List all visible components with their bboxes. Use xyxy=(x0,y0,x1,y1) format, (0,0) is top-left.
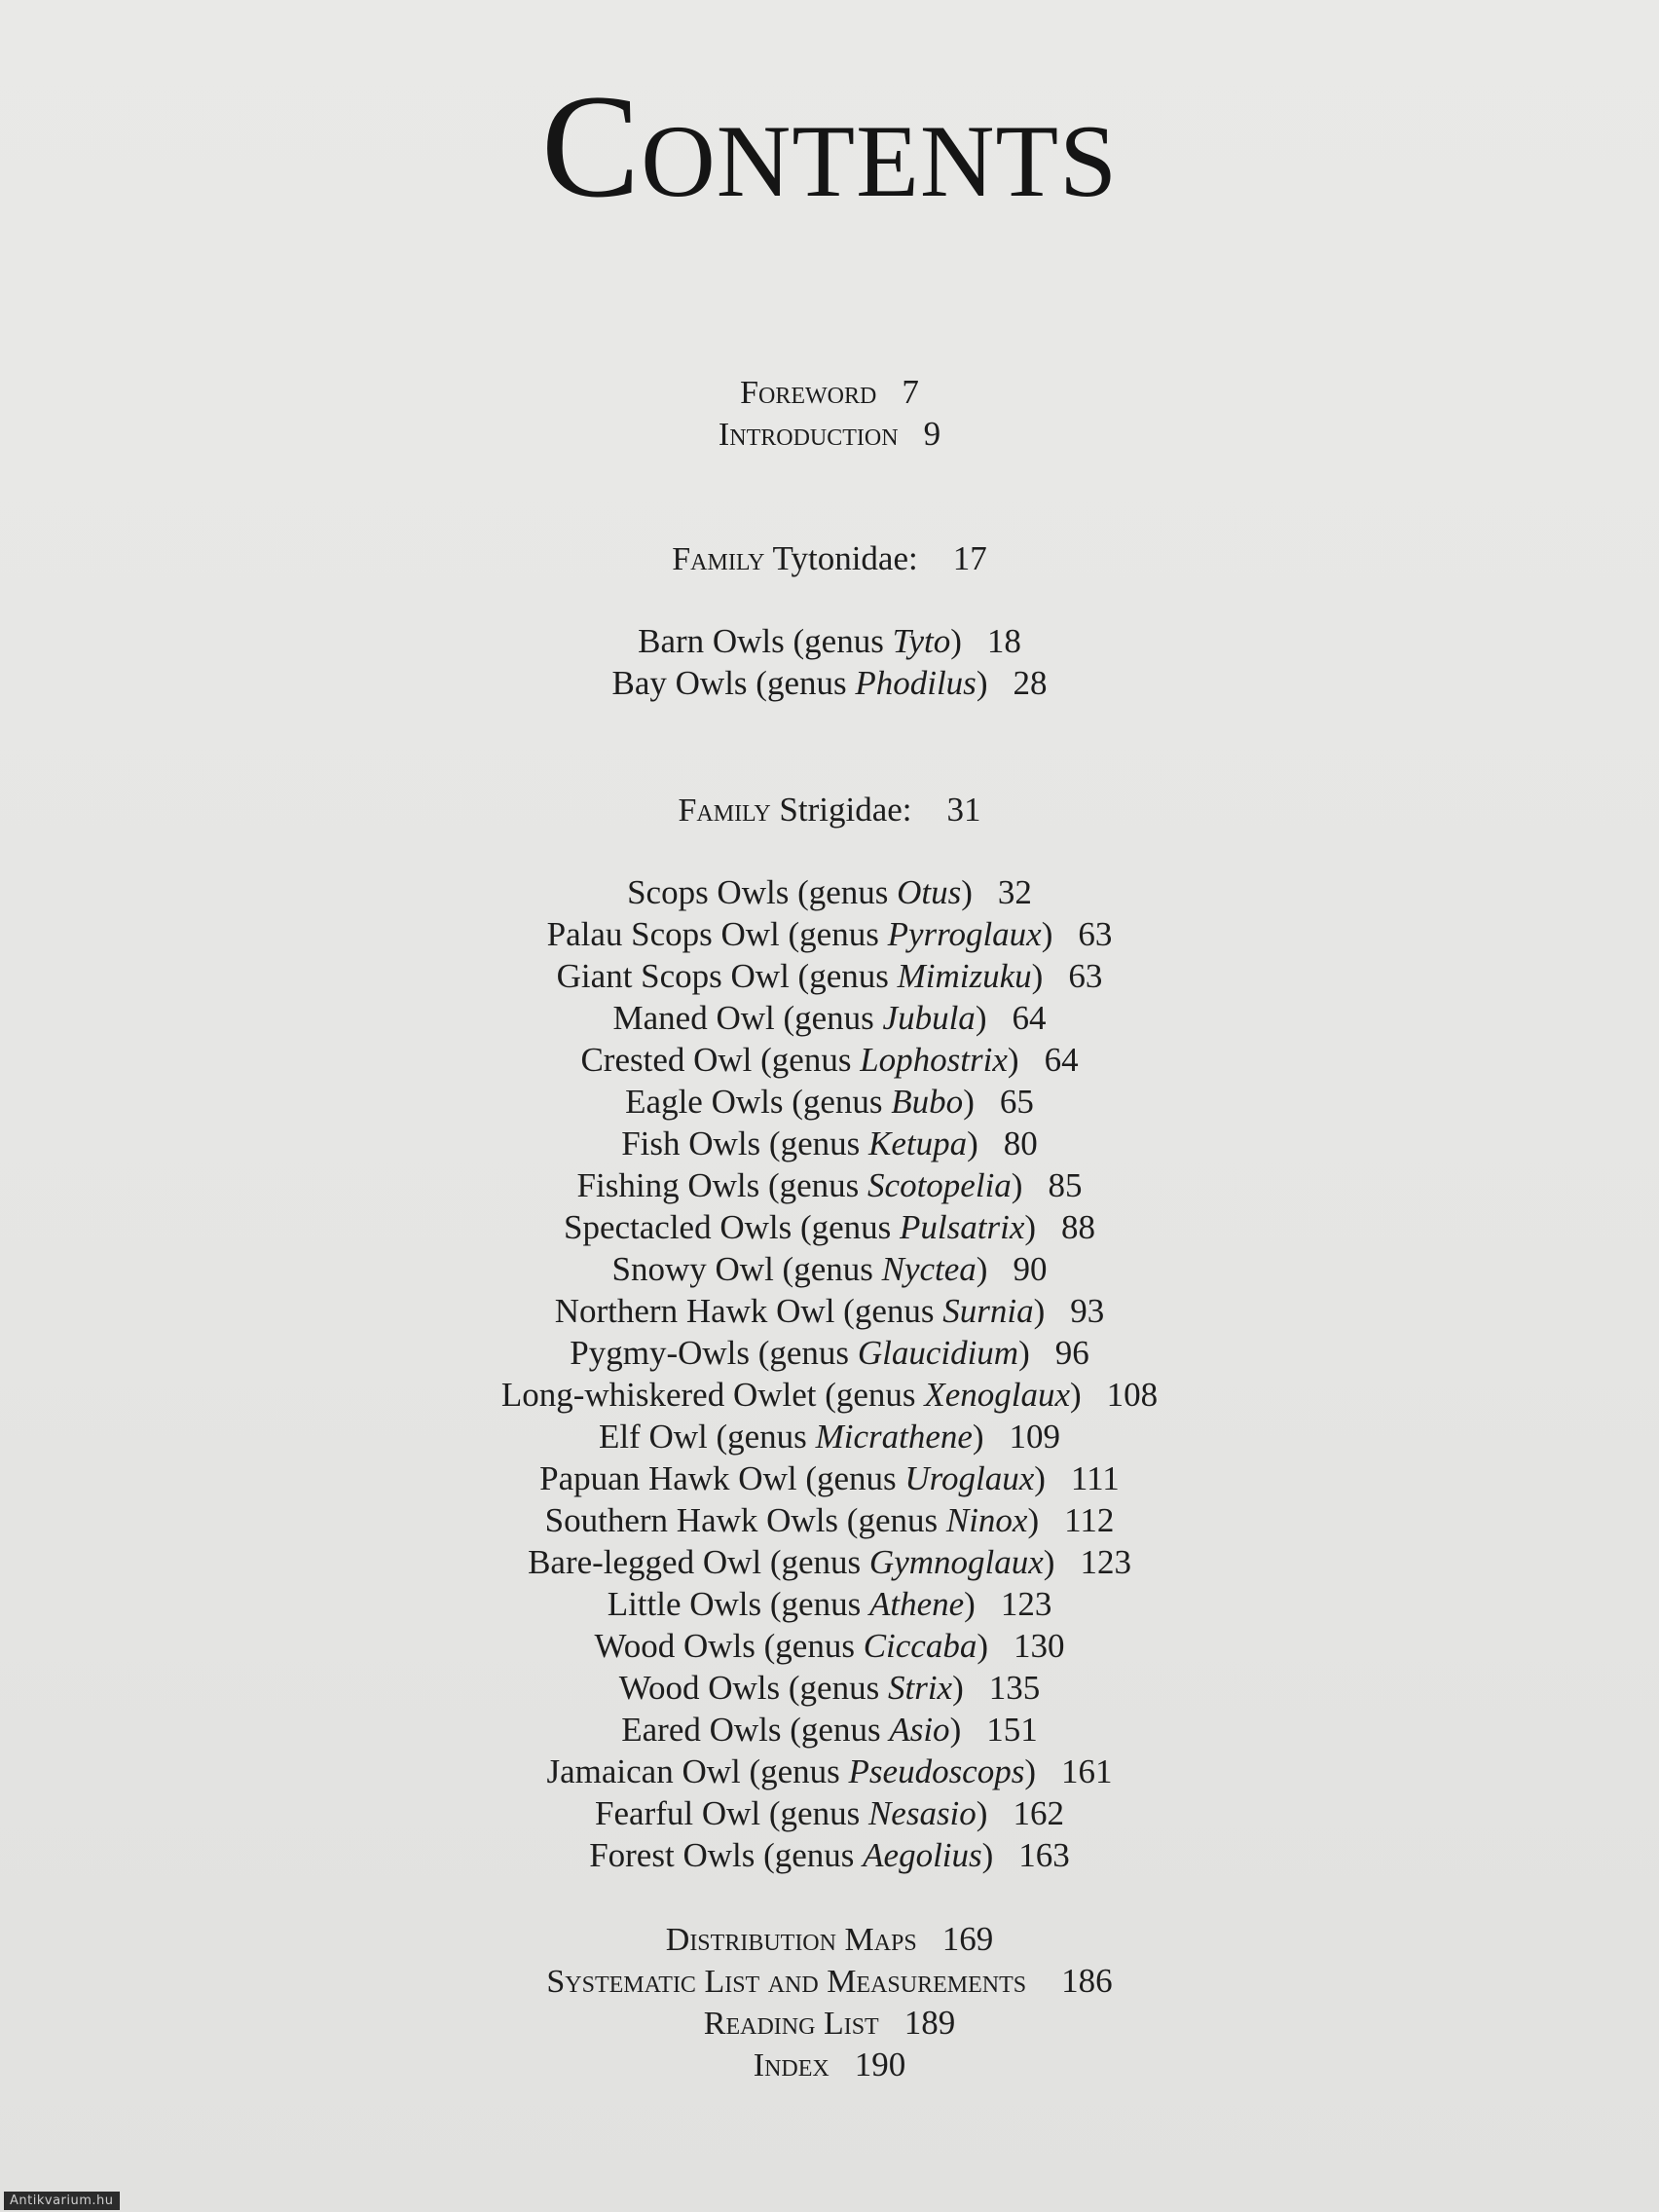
toc-entry-page: 123 xyxy=(1080,1543,1131,1581)
toc-entry-page: 9 xyxy=(923,415,941,453)
entry-prefix: Eagle Owls (genus xyxy=(625,1083,892,1121)
entry-genus: Xenoglaux xyxy=(924,1376,1070,1414)
entry-prefix: Papuan Hawk Owl (genus xyxy=(539,1459,905,1497)
toc-entry-label: Systematic List and Measurements xyxy=(546,1964,1027,2000)
entry-prefix: Pygmy-Owls (genus xyxy=(570,1334,858,1372)
toc-entry-page: 64 xyxy=(1012,999,1047,1037)
toc-entry-page: 63 xyxy=(1078,915,1113,953)
entry-prefix: Long-whiskered Owlet (genus xyxy=(500,1376,925,1414)
toc-entry-genus xyxy=(0,1792,1659,1834)
toc-entry-genus xyxy=(0,1290,1659,1332)
entry-genus: Gymnoglaux xyxy=(868,1543,1044,1581)
toc-entry-page: 65 xyxy=(999,1083,1034,1121)
toc-entry-genus xyxy=(0,955,1659,997)
entry-suffix: ) xyxy=(977,1627,988,1665)
toc-entry-page: 162 xyxy=(1013,1794,1064,1832)
entry-prefix: Bare-legged Owl (genus xyxy=(528,1543,869,1581)
family-page: 17 xyxy=(952,539,987,577)
entry-genus: Aegolius xyxy=(863,1836,982,1874)
toc-entry-page: 135 xyxy=(988,1669,1041,1707)
entry-genus: Jubula xyxy=(882,999,976,1037)
entry-genus: Nesasio xyxy=(867,1794,977,1832)
toc-entry-page: 63 xyxy=(1068,957,1103,995)
entry-prefix: Barn Owls (genus xyxy=(638,622,893,660)
entry-suffix: ) xyxy=(963,1083,975,1121)
toc-entry-page: 169 xyxy=(941,1920,994,1958)
family-page: 31 xyxy=(946,791,981,829)
toc-entry-page: 108 xyxy=(1106,1376,1159,1414)
toc-entry-genus xyxy=(0,1248,1659,1290)
toc-entry-genus xyxy=(0,1206,1659,1248)
entry-prefix: Crested Owl (genus xyxy=(580,1041,861,1079)
entry-suffix: ) xyxy=(1070,1376,1082,1414)
toc-entry-label: Reading List xyxy=(703,2006,879,2042)
toc-entry-genus xyxy=(0,997,1659,1039)
toc-entry-page: 123 xyxy=(1000,1585,1052,1623)
entry-genus: Otus xyxy=(897,873,962,911)
entry-prefix: Fearful Owl (genus xyxy=(595,1794,868,1832)
toc-entry-genus xyxy=(0,1332,1659,1374)
entry-prefix: Spectacled Owls (genus xyxy=(563,1208,901,1246)
toc-entry-label: Foreword xyxy=(740,375,877,411)
entry-suffix: ) xyxy=(1033,1292,1046,1330)
entry-genus: Tyto xyxy=(892,622,951,660)
toc-entry-page: 96 xyxy=(1054,1334,1089,1372)
entry-suffix: ) xyxy=(1031,957,1044,995)
toc-entry-page: 112 xyxy=(1064,1501,1115,1539)
entry-suffix: ) xyxy=(981,1836,994,1874)
entry-prefix: Maned Owl (genus xyxy=(612,999,883,1037)
entry-genus: Glaucidium xyxy=(857,1334,1019,1372)
toc-entry-page: 7 xyxy=(902,373,919,411)
toc-entry-genus xyxy=(0,1751,1659,1792)
entry-genus: Surnia xyxy=(942,1292,1034,1330)
toc-entry-page: 111 xyxy=(1070,1459,1120,1497)
entry-suffix: ) xyxy=(952,1669,964,1707)
front-matter-section xyxy=(0,371,1659,455)
strigidae-entries xyxy=(0,871,1659,1876)
toc-entry-genus xyxy=(0,1164,1659,1206)
toc-entry-page: 28 xyxy=(1013,664,1048,702)
entry-prefix: Fishing Owls (genus xyxy=(576,1166,868,1204)
family-heading-tytonidae xyxy=(0,537,1659,579)
toc-entry-page: 189 xyxy=(903,2004,956,2042)
entry-genus: Phodilus xyxy=(855,664,977,702)
toc-entry-page: 80 xyxy=(1003,1124,1038,1162)
toc-entry-page: 190 xyxy=(854,2046,906,2083)
toc-entry-genus xyxy=(0,1667,1659,1709)
entry-genus: Uroglaux xyxy=(904,1459,1035,1497)
entry-genus: Micrathene xyxy=(815,1418,973,1456)
entry-suffix: ) xyxy=(1018,1334,1030,1372)
family-label: Family xyxy=(672,541,765,577)
toc-entry-page: 186 xyxy=(1061,1962,1113,2000)
back-matter-section xyxy=(0,1918,1659,2085)
entry-prefix: Snowy Owl (genus xyxy=(611,1250,882,1288)
entry-suffix: ) xyxy=(1034,1459,1046,1497)
toc-entry-label: Distribution Maps xyxy=(665,1922,917,1958)
toc-entry-genus xyxy=(0,1416,1659,1457)
entry-prefix: Jamaican Owl (genus xyxy=(546,1752,849,1790)
family-heading-strigidae xyxy=(0,789,1659,830)
toc-entry-genus xyxy=(0,1039,1659,1081)
toc-entry-page: 109 xyxy=(1009,1418,1061,1456)
entry-suffix: ) xyxy=(976,664,988,702)
toc-entry-label: Introduction xyxy=(718,417,899,453)
entry-suffix: ) xyxy=(976,1794,988,1832)
entry-genus: Lophostrix xyxy=(860,1041,1008,1079)
entry-genus: Strix xyxy=(887,1669,953,1707)
toc-entry-page: 18 xyxy=(986,622,1021,660)
toc-entry-distribution-maps xyxy=(0,1918,1659,1960)
entry-prefix: Forest Owls (genus xyxy=(589,1836,864,1874)
toc-entry-introduction xyxy=(0,413,1659,455)
entry-suffix: ) xyxy=(1024,1208,1037,1246)
tytonidae-entries xyxy=(0,620,1659,704)
entry-prefix: Bay Owls (genus xyxy=(611,664,856,702)
toc-entry-page: 90 xyxy=(1013,1250,1048,1288)
watermark: Antikvarium.hu xyxy=(4,2192,120,2210)
entry-suffix: ) xyxy=(967,1124,978,1162)
entry-genus: Ciccaba xyxy=(863,1627,977,1665)
entry-suffix: ) xyxy=(1007,1041,1019,1079)
entry-suffix: ) xyxy=(1043,1543,1055,1581)
toc-entry-page: 32 xyxy=(997,873,1032,911)
toc-entry-page: 151 xyxy=(986,1711,1038,1749)
entry-prefix: Wood Owls (genus xyxy=(618,1669,888,1707)
entry-genus: Pulsatrix xyxy=(900,1208,1025,1246)
toc-entry-page: 130 xyxy=(1014,1627,1065,1665)
entry-prefix: Little Owls (genus xyxy=(607,1585,869,1623)
toc-entry-page: 161 xyxy=(1061,1752,1113,1790)
toc-entry-genus xyxy=(0,1834,1659,1876)
toc-entry-genus xyxy=(0,662,1659,704)
family-name: Strigidae: xyxy=(779,791,912,829)
toc-entry-page: 163 xyxy=(1018,1836,1070,1874)
entry-genus: Nyctea xyxy=(881,1250,977,1288)
entry-genus: Asio xyxy=(889,1711,950,1749)
entry-suffix: ) xyxy=(1011,1166,1023,1204)
entry-suffix: ) xyxy=(961,873,973,911)
toc-entry-page: 85 xyxy=(1048,1166,1083,1204)
entry-genus: Ketupa xyxy=(868,1124,968,1162)
entry-genus: Bubo xyxy=(891,1083,964,1121)
toc-entry-genus xyxy=(0,871,1659,913)
toc-entry-genus xyxy=(0,1541,1659,1583)
toc-entry-reading-list xyxy=(0,2002,1659,2044)
entry-prefix: Palau Scops Owl (genus xyxy=(546,915,888,953)
entry-suffix: ) xyxy=(1041,915,1053,953)
toc-entry-genus xyxy=(0,620,1659,662)
entry-suffix: ) xyxy=(976,1250,988,1288)
toc-entry-genus xyxy=(0,1123,1659,1164)
entry-prefix: Fish Owls (genus xyxy=(621,1124,868,1162)
toc-entry-genus xyxy=(0,913,1659,955)
entry-genus: Athene xyxy=(868,1585,965,1623)
toc-entry-genus xyxy=(0,1583,1659,1625)
entry-genus: Mimizuku xyxy=(897,957,1032,995)
entry-suffix: ) xyxy=(975,999,987,1037)
entry-suffix: ) xyxy=(1024,1752,1036,1790)
entry-prefix: Scops Owls (genus xyxy=(627,873,898,911)
entry-genus: Ninox xyxy=(945,1501,1028,1539)
toc-entry-genus xyxy=(0,1709,1659,1751)
entry-suffix: ) xyxy=(950,622,962,660)
toc-entry-foreword xyxy=(0,371,1659,413)
entry-prefix: Wood Owls (genus xyxy=(594,1627,864,1665)
toc-entry-page: 93 xyxy=(1070,1292,1105,1330)
entry-suffix: ) xyxy=(949,1711,962,1749)
family-label: Family xyxy=(678,793,771,829)
entry-suffix: ) xyxy=(972,1418,984,1456)
entry-suffix: ) xyxy=(964,1585,976,1623)
entry-genus: Pseudoscops xyxy=(848,1752,1025,1790)
entry-prefix: Eared Owls (genus xyxy=(621,1711,890,1749)
toc-entry-page: 64 xyxy=(1044,1041,1079,1079)
toc-entry-genus xyxy=(0,1499,1659,1541)
entry-prefix: Elf Owl (genus xyxy=(598,1418,816,1456)
entry-prefix: Southern Hawk Owls (genus xyxy=(544,1501,946,1539)
toc-entry-genus xyxy=(0,1374,1659,1416)
toc-entry-index xyxy=(0,2044,1659,2085)
entry-genus: Scotopelia xyxy=(867,1166,1012,1204)
family-name: Tytonidae: xyxy=(772,539,918,577)
entry-genus: Pyrroglaux xyxy=(887,915,1042,953)
toc-entry-page: 88 xyxy=(1061,1208,1096,1246)
entry-prefix: Giant Scops Owl (genus xyxy=(556,957,898,995)
toc-entry-label: Index xyxy=(753,2047,830,2083)
toc-entry-genus xyxy=(0,1457,1659,1499)
toc-entry-genus xyxy=(0,1081,1659,1123)
toc-entry-genus xyxy=(0,1625,1659,1667)
entry-suffix: ) xyxy=(1027,1501,1040,1539)
entry-prefix: Northern Hawk Owl (genus xyxy=(554,1292,943,1330)
toc-entry-systematic-list xyxy=(0,1960,1659,2002)
page-title: Contents xyxy=(540,64,1119,228)
